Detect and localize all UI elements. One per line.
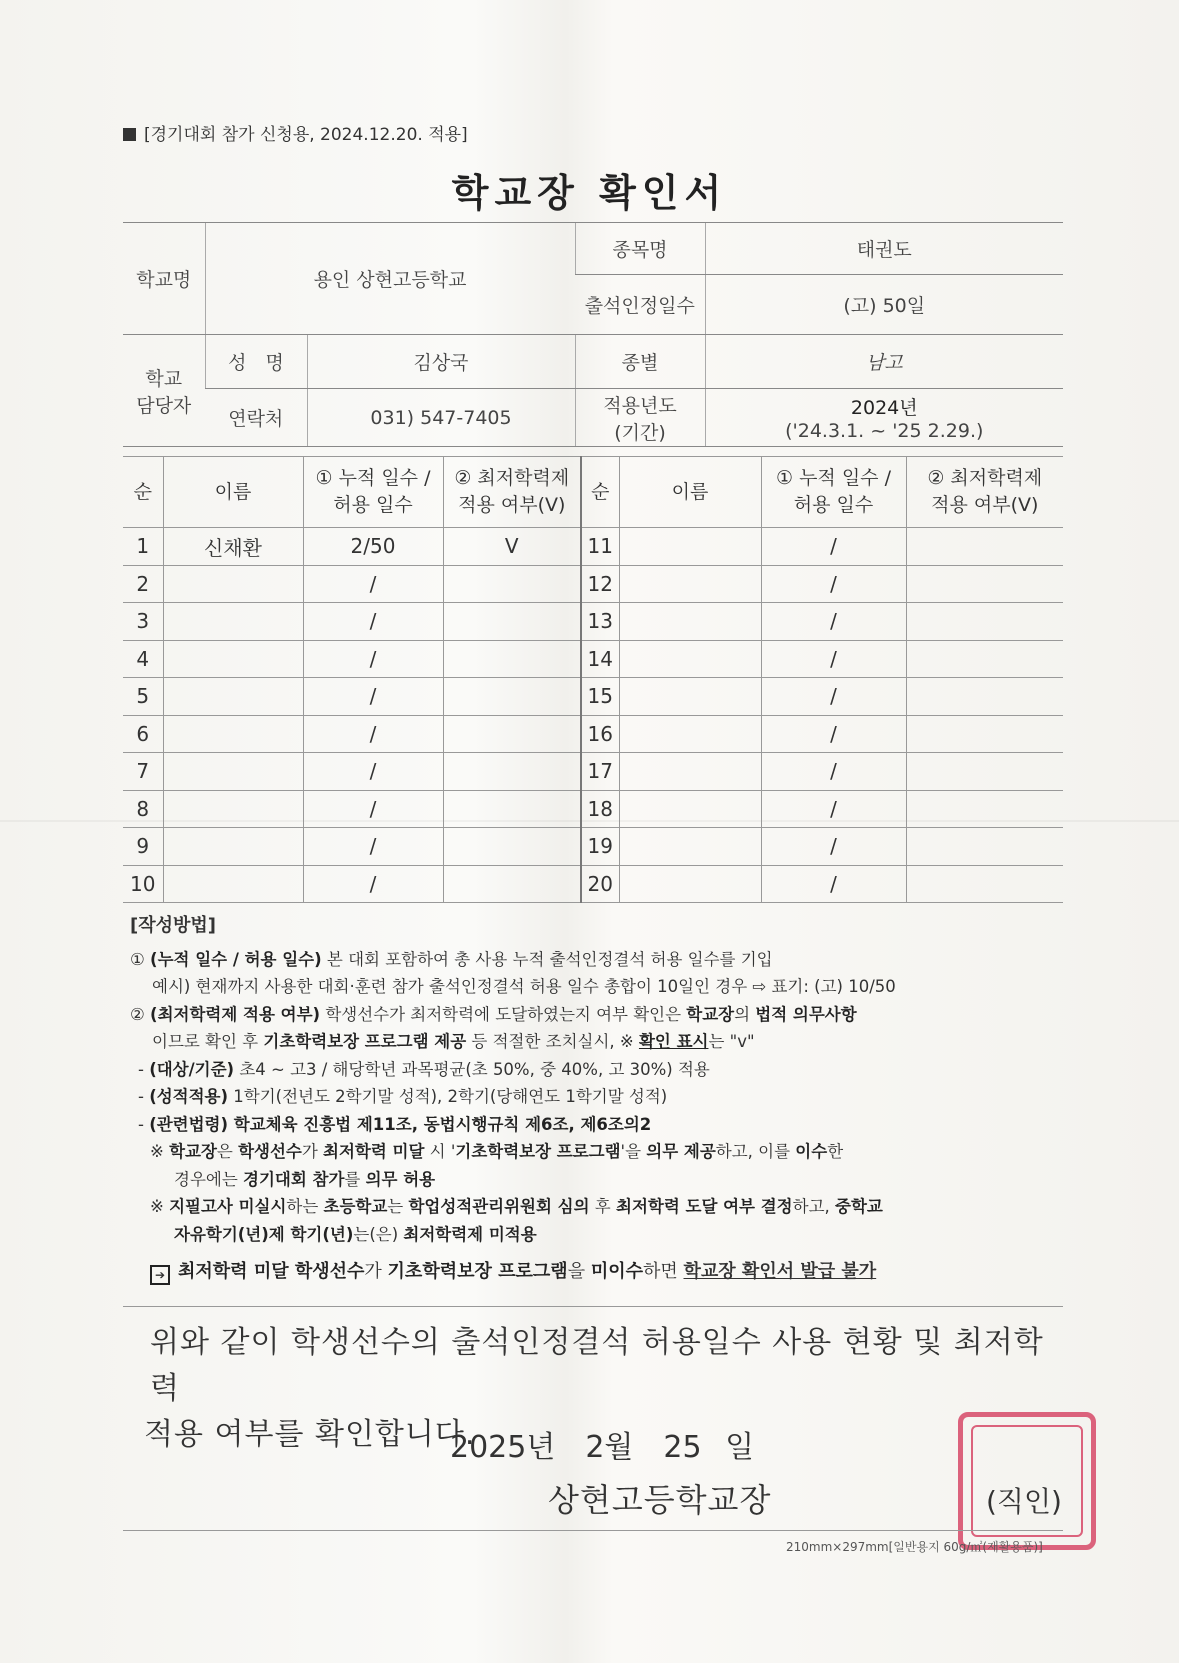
category-value: 남고 [705, 335, 1063, 389]
square-bullet-icon [123, 128, 136, 141]
paper-spec: 210mm×297mm[일반용지 60g/㎡(재활용품)] [786, 1540, 1043, 1554]
student-name [163, 678, 303, 716]
academic-check [443, 790, 581, 828]
academic-check [443, 640, 581, 678]
instruction-line: - (관련법령) 학교체육 진흥법 제11조, 동법시행규칙 제6조, 제6조의2 [138, 1114, 652, 1134]
writing-instructions [130, 912, 1060, 1286]
student-name [163, 828, 303, 866]
contact-label: 연락처 [205, 389, 307, 447]
table-row [123, 828, 1063, 866]
days-used: 2/50 [303, 528, 443, 566]
table-row [123, 715, 1063, 753]
days-used: / [761, 790, 906, 828]
seal-label: (직인) [986, 1485, 1062, 1518]
days-used: / [761, 603, 906, 641]
instruction-line: ※ 학교장은 학생선수가 최저학력 미달 시 '기초학력보장 프로그램'을 의무 제공하고, 이를 이수한 [150, 1142, 844, 1161]
row-number: 15 [581, 678, 619, 716]
sport-label: 종목명 [575, 223, 705, 275]
academic-check [443, 715, 581, 753]
header-no: 순 [123, 457, 163, 528]
document-title: 학교장 확인서 [451, 171, 728, 215]
days-used: / [303, 715, 443, 753]
instruction-line: 자유학기(년)제 학기(년)는(은) 최저학력제 미적용 [174, 1224, 537, 1244]
days-used: / [761, 828, 906, 866]
table-row [123, 753, 1063, 791]
student-name [163, 790, 303, 828]
days-used: / [761, 565, 906, 603]
days-used: / [761, 640, 906, 678]
divider [123, 1306, 1063, 1307]
academic-check [443, 753, 581, 791]
attendance-days-value: (고) 50일 [705, 275, 1063, 335]
header-academic: ② 최저학력제 적용 여부(V) [443, 457, 581, 528]
academic-check [906, 640, 1063, 678]
student-name [619, 790, 761, 828]
days-used: / [761, 528, 906, 566]
instructions-heading: [작성방법] [130, 915, 217, 936]
student-name [619, 828, 761, 866]
row-number: 8 [123, 790, 163, 828]
student-name [619, 678, 761, 716]
academic-check [443, 603, 581, 641]
divider [123, 1530, 1063, 1531]
issue-date: 2025년 2월 25 일 [450, 1430, 755, 1465]
instruction-line: ① (누적 일수 / 허용 일수) 본 대회 포함하여 총 사용 누적 출석인정결석 허용 일수를 기입 [130, 949, 773, 969]
row-number: 19 [581, 828, 619, 866]
header-name: 이름 [619, 457, 761, 528]
row-number: 14 [581, 640, 619, 678]
academic-check [443, 565, 581, 603]
row-number: 1 [123, 528, 163, 566]
academic-check [443, 828, 581, 866]
row-number: 6 [123, 715, 163, 753]
manager-name-label: 성 명 [205, 335, 307, 389]
student-name [619, 528, 761, 566]
row-number: 18 [581, 790, 619, 828]
days-used: / [303, 603, 443, 641]
row-number: 20 [581, 865, 619, 903]
days-used: / [303, 865, 443, 903]
row-number: 9 [123, 828, 163, 866]
header-days: ① 누적 일수 / 허용 일수 [303, 457, 443, 528]
row-number: 3 [123, 603, 163, 641]
days-used: / [303, 790, 443, 828]
instruction-line: ② (최저학력제 적용 여부) 학생선수가 최저학력에 도달하였는지 여부 확인은 학교장의 법적 의무사항 [130, 1004, 857, 1024]
student-name [619, 715, 761, 753]
instruction-line: - (성적적용) 1학기(전년도 2학기말 성적), 2학기(당해연도 1학기말 성적) [138, 1087, 668, 1106]
instruction-line: - (대상/기준) 초4 ~ 고3 / 해당학년 과목평균(초 50%, 중 40%, 고 30%) 적용 [138, 1059, 710, 1079]
table-row [123, 865, 1063, 903]
days-used: / [303, 828, 443, 866]
header-no: 순 [581, 457, 619, 528]
attendance-days-label: 출석인정일수 [575, 275, 705, 335]
days-used: / [761, 678, 906, 716]
instruction-line: 예시) 현재까지 사용한 대회·훈련 참가 출석인정결석 허용 일수 총합이 10일인 경우 ⇨ 표기: (고) 10/50 [152, 977, 896, 996]
days-used: / [303, 678, 443, 716]
academic-check [906, 528, 1063, 566]
year-label: 적용년도 (기간) [575, 389, 705, 447]
sport-value: 태권도 [705, 223, 1063, 275]
days-used: / [303, 640, 443, 678]
confirmation-statement: 위와 같이 학생선수의 출석인정결석 허용일수 사용 현황 및 최저학력 적용 여부를 확인합니다. [144, 1325, 1044, 1452]
academic-check [443, 678, 581, 716]
row-number: 13 [581, 603, 619, 641]
student-name [163, 640, 303, 678]
academic-check [906, 828, 1063, 866]
instruction-line: 경우에는 경기대회 참가를 의무 허용 [174, 1169, 436, 1189]
school-name: 용인 상현고등학교 [205, 223, 575, 335]
days-used: / [761, 753, 906, 791]
academic-check [906, 790, 1063, 828]
student-name: 신채환 [163, 528, 303, 566]
days-used: / [761, 865, 906, 903]
academic-check [906, 753, 1063, 791]
academic-check [906, 565, 1063, 603]
student-name [619, 640, 761, 678]
student-roster-table [123, 456, 1063, 903]
instruction-warning: ➔ 최저학력 미달 학생선수가 기초학력보장 프로그램을 미이수하면 학교장 확인서 발급 불가 [130, 1258, 1060, 1286]
days-used: / [761, 715, 906, 753]
roster-header-row [123, 457, 1063, 528]
principal-name: 상현고등학교장 [548, 1481, 772, 1519]
header-name: 이름 [163, 457, 303, 528]
academic-check [906, 678, 1063, 716]
row-number: 2 [123, 565, 163, 603]
table-row [123, 565, 1063, 603]
form-note: [경기대회 참가 신청용, 2024.12.20. 적용] [123, 120, 468, 145]
row-number: 4 [123, 640, 163, 678]
academic-check [906, 865, 1063, 903]
academic-check [443, 865, 581, 903]
academic-check [906, 715, 1063, 753]
school-info-table [123, 222, 1063, 447]
row-number: 17 [581, 753, 619, 791]
table-row [123, 528, 1063, 566]
table-row [123, 790, 1063, 828]
instruction-line: ※ 지필고사 미실시하는 초등학교는 학업성적관리위원회 심의 후 최저학력 도달 여부 결정하고, 중학교 [150, 1197, 883, 1216]
school-name-label: 학교명 [123, 223, 205, 335]
student-name [619, 865, 761, 903]
row-number: 5 [123, 678, 163, 716]
contact-value: 031) 547-7405 [307, 389, 575, 447]
row-number: 16 [581, 715, 619, 753]
instruction-line: 이므로 확인 후 기초학력보장 프로그램 제공 등 적절한 조치실시, ※ 확인 표시는 "v" [152, 1032, 755, 1051]
row-number: 7 [123, 753, 163, 791]
header-academic: ② 최저학력제 적용 여부(V) [906, 457, 1063, 528]
row-number: 11 [581, 528, 619, 566]
student-name [163, 865, 303, 903]
row-number: 10 [123, 865, 163, 903]
student-name [163, 603, 303, 641]
student-name [163, 715, 303, 753]
table-row [123, 603, 1063, 641]
days-used: / [303, 565, 443, 603]
table-row [123, 678, 1063, 716]
student-name [163, 753, 303, 791]
student-name [163, 565, 303, 603]
table-row [123, 640, 1063, 678]
student-name [619, 565, 761, 603]
student-name [619, 753, 761, 791]
arrow-box-icon: ➔ [150, 1265, 170, 1285]
academic-check [906, 603, 1063, 641]
manager-label: 학교 담당자 [123, 335, 205, 447]
student-name [619, 603, 761, 641]
roster-body [123, 528, 1063, 903]
days-used: / [303, 753, 443, 791]
manager-name: 김상국 [307, 335, 575, 389]
category-label: 종별 [575, 335, 705, 389]
header-days: ① 누적 일수 / 허용 일수 [761, 457, 906, 528]
year-value: 2024년 ('24.3.1. ~ '25 2.29.) [705, 389, 1063, 447]
academic-check: V [443, 528, 581, 566]
row-number: 12 [581, 565, 619, 603]
